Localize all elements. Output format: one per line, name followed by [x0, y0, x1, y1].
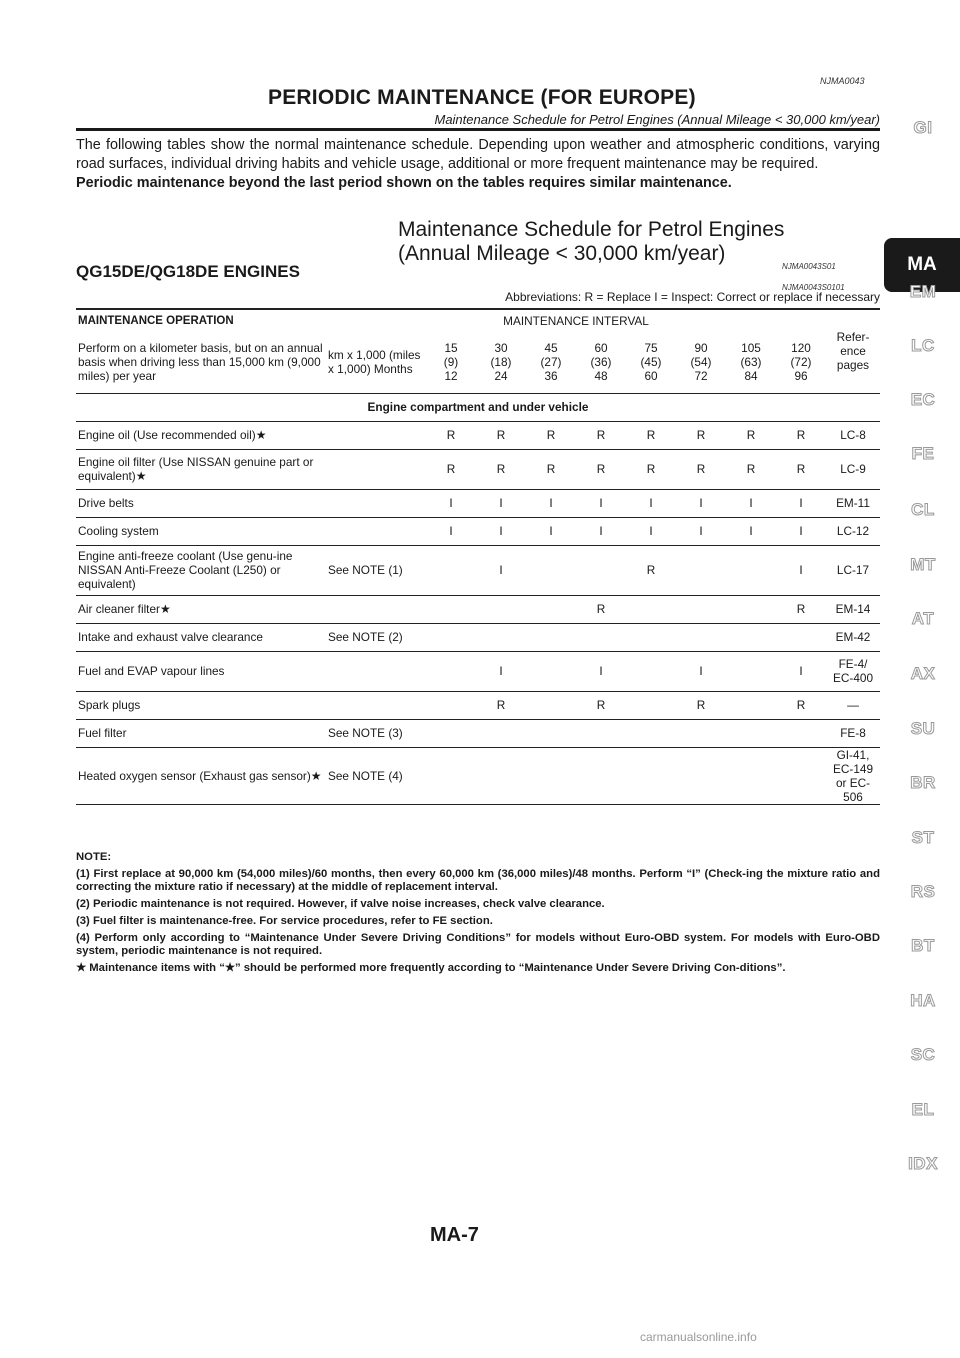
note-cell — [326, 449, 426, 489]
sidebar-item-ax[interactable]: AX — [910, 664, 936, 683]
interval-value-cell: R — [426, 449, 476, 489]
section-title-line1: Maintenance Schedule for Petrol Engines — [398, 218, 785, 241]
interval-value-cell: R — [676, 691, 726, 719]
sidebar-item-idx[interactable]: IDX — [908, 1154, 938, 1173]
reference-cell: LC-9 — [826, 449, 880, 489]
interval-value-cell: I — [676, 651, 726, 691]
interval-value-cell: I — [676, 489, 726, 517]
op-header: MAINTENANCE OPERATION — [76, 309, 326, 331]
interval-value-cell — [426, 545, 476, 595]
note-cell — [326, 651, 426, 691]
interval-value-cell — [576, 719, 626, 747]
interval-column-header — [426, 331, 476, 393]
interval-value-cell — [726, 545, 776, 595]
interval-value-cell — [426, 719, 476, 747]
table-row — [76, 651, 880, 691]
interval-value-cell: R — [676, 421, 726, 449]
interval-value-cell — [426, 651, 476, 691]
interval-value-cell: R — [776, 449, 826, 489]
interval-column-header — [676, 331, 726, 393]
note-cell — [326, 517, 426, 545]
interval-value-cell — [526, 691, 576, 719]
reference-cell: FE-4/ EC-400 — [826, 651, 880, 691]
interval-miles: (72) — [790, 354, 812, 369]
engine-section-id: NJMA0043S0101 — [782, 283, 845, 292]
interval-months: 84 — [744, 368, 758, 383]
interval-value-cell — [526, 747, 576, 804]
table-row — [76, 489, 880, 517]
intro-text — [76, 136, 880, 193]
interval-value-cell: R — [426, 421, 476, 449]
interval-months: 96 — [794, 368, 808, 383]
sidebar-item-br[interactable]: BR — [910, 773, 936, 792]
interval-value-cell: I — [626, 517, 676, 545]
interval-months: 12 — [444, 368, 458, 383]
interval-value-cell — [726, 691, 776, 719]
interval-column-header — [476, 331, 526, 393]
interval-value-cell: I — [626, 489, 676, 517]
interval-miles: (36) — [590, 354, 612, 369]
table-row — [76, 691, 880, 719]
interval-value-cell — [626, 719, 676, 747]
interval-months: 72 — [694, 368, 708, 383]
interval-value-cell: R — [726, 421, 776, 449]
interval-value-cell — [726, 747, 776, 804]
interval-value-cell: R — [626, 421, 676, 449]
interval-km: 120 — [791, 340, 811, 355]
sidebar-item-em[interactable]: EM — [909, 282, 937, 301]
note-cell: See NOTE (2) — [326, 623, 426, 651]
table-row — [76, 623, 880, 651]
interval-value-cell — [676, 595, 726, 623]
maintenance-table — [76, 308, 880, 805]
reference-cell: LC-17 — [826, 545, 880, 595]
sidebar-item-mt[interactable]: MT — [910, 555, 936, 574]
table-row — [76, 449, 880, 489]
interval-km: 30 — [494, 340, 508, 355]
reference-cell: EM-11 — [826, 489, 880, 517]
note-item: (4) Perform only according to “Maintenance Under Severe Driving Conditions” for models without Euro-OBD system. For models with Euro-OBD system, periodic maintenance is not required. — [76, 932, 880, 957]
sidebar-item-cl[interactable]: CL — [911, 500, 935, 519]
table-row — [76, 421, 880, 449]
group-label: Engine compartment and under vehicle — [76, 393, 880, 421]
sidebar-item-ha[interactable]: HA — [910, 991, 936, 1010]
sidebar-item-su[interactable]: SU — [910, 719, 936, 738]
interval-miles: (54) — [690, 354, 712, 369]
interval-value-cell: I — [476, 651, 526, 691]
interval-value-cell — [676, 623, 726, 651]
sidebar-item-sc[interactable]: SC — [910, 1045, 936, 1064]
sidebar-item-bt[interactable]: BT — [911, 936, 935, 955]
interval-value-cell: I — [526, 517, 576, 545]
reference-cell: GI-41, EC-149 or EC-506 — [826, 747, 880, 804]
interval-value-cell — [626, 595, 676, 623]
operation-cell: Heated oxygen sensor (Exhaust gas sensor)★ — [76, 747, 326, 804]
section-title-line2: (Annual Mileage < 30,000 km/year) — [398, 242, 726, 265]
interval-value-cell: I — [476, 517, 526, 545]
interval-value-cell: I — [526, 489, 576, 517]
interval-value-cell: I — [476, 489, 526, 517]
interval-months: 24 — [494, 368, 508, 383]
interval-column-header — [776, 331, 826, 393]
interval-km: 90 — [694, 340, 708, 355]
note-cell: See NOTE (3) — [326, 719, 426, 747]
interval-miles: (9) — [443, 354, 459, 369]
abbreviations-line: Abbreviations: R = Replace I = Inspect: Correct or replace if necessary — [505, 290, 880, 304]
page-subtitle: Maintenance Schedule for Petrol Engines (Annual Mileage < 30,000 km/year) — [434, 112, 880, 127]
table-row — [76, 545, 880, 595]
interval-km: 60 — [594, 340, 608, 355]
interval-value-cell: R — [676, 449, 726, 489]
note-cell: See NOTE (4) — [326, 747, 426, 804]
sidebar-item-at[interactable]: AT — [911, 609, 935, 628]
note-item: (1) First replace at 90,000 km (54,000 miles)/60 months, then every 60,000 km (36,000 miles)/48 months. Perform “I” (Check-ing the mixture ratio and correcting the mixture ratio if necessary) at the middle of replacement interval. — [76, 868, 880, 893]
interval-value-cell — [476, 595, 526, 623]
operation-cell: Cooling system — [76, 517, 326, 545]
sidebar-active-label: MA — [907, 254, 937, 275]
sidebar-item-lc[interactable]: LC — [911, 336, 935, 355]
notes-heading: NOTE: — [76, 851, 112, 863]
interval-miles: (27) — [540, 354, 562, 369]
interval-km: 45 — [544, 340, 558, 355]
reference-cell: EM-14 — [826, 595, 880, 623]
interval-value-cell — [776, 719, 826, 747]
interval-value-cell: R — [776, 421, 826, 449]
interval-value-cell — [476, 719, 526, 747]
interval-value-cell — [576, 623, 626, 651]
table-row — [76, 517, 880, 545]
interval-value-cell — [426, 595, 476, 623]
section-index-sidebar — [884, 0, 960, 1358]
interval-value-cell: I — [426, 517, 476, 545]
interval-months: 60 — [644, 368, 658, 383]
interval-value-cell — [726, 651, 776, 691]
interval-value-cell: I — [426, 489, 476, 517]
interval-value-cell: R — [626, 545, 676, 595]
title-rule — [76, 128, 880, 131]
document-id: NJMA0043 — [820, 76, 865, 86]
section-title — [398, 218, 784, 266]
interval-value-cell: I — [776, 545, 826, 595]
sidebar-item-fe[interactable]: FE — [911, 444, 935, 463]
interval-value-cell — [626, 691, 676, 719]
operation-cell: Engine oil filter (Use NISSAN genuine part or equivalent)★ — [76, 449, 326, 489]
operation-cell: Fuel filter — [76, 719, 326, 747]
interval-miles: (63) — [740, 354, 762, 369]
sidebar-item-gi[interactable]: GI — [913, 118, 933, 137]
intro-paragraph: The following tables show the normal maintenance schedule. Depending upon weather and atmospheric conditions, varying road surfaces, individual driving habits and vehicle usage, additional or more frequent maintenance may be required. — [76, 137, 880, 172]
watermark: carmanualsonline.info — [640, 1330, 757, 1344]
note-cell — [326, 595, 426, 623]
sidebar-item-rs[interactable]: RS — [910, 882, 936, 901]
interval-value-cell — [576, 747, 626, 804]
page-title: PERIODIC MAINTENANCE (FOR EUROPE) — [268, 86, 696, 109]
section-id: NJMA0043S01 — [782, 262, 836, 271]
interval-value-cell — [476, 747, 526, 804]
interval-value-cell: R — [576, 449, 626, 489]
interval-value-cell: I — [476, 545, 526, 595]
operation-cell: Fuel and EVAP vapour lines — [76, 651, 326, 691]
interval-value-cell — [726, 623, 776, 651]
interval-column-header — [626, 331, 676, 393]
interval-value-cell: R — [476, 449, 526, 489]
interval-value-cell: R — [476, 691, 526, 719]
ref-header: Refer-ence pages — [826, 309, 880, 393]
table-row — [76, 595, 880, 623]
page-number: MA-7 — [430, 1224, 479, 1246]
interval-miles: (18) — [490, 354, 512, 369]
interval-value-cell — [426, 747, 476, 804]
notes-block — [76, 851, 880, 979]
interval-miles: (45) — [640, 354, 662, 369]
interval-value-cell: R — [626, 449, 676, 489]
interval-value-cell: I — [576, 651, 626, 691]
note-item: (2) Periodic maintenance is not required. However, if valve noise increases, check valve clearance. — [76, 898, 605, 910]
interval-value-cell — [426, 623, 476, 651]
interval-value-cell — [676, 747, 726, 804]
interval-value-cell: I — [726, 517, 776, 545]
interval-column-header — [726, 331, 776, 393]
interval-value-cell: I — [676, 517, 726, 545]
interval-value-cell — [526, 719, 576, 747]
note-cell — [326, 421, 426, 449]
interval-months: 48 — [594, 368, 608, 383]
reference-cell: EM-42 — [826, 623, 880, 651]
interval-value-cell: I — [776, 517, 826, 545]
interval-value-cell — [726, 595, 776, 623]
operation-cell: Engine oil (Use recommended oil)★ — [76, 421, 326, 449]
operation-cell: Engine anti-freeze coolant (Use genu-ine NISSAN Anti-Freeze Coolant (L250) or equivalent) — [76, 545, 326, 595]
interval-value-cell: R — [476, 421, 526, 449]
note-cell: See NOTE (1) — [326, 545, 426, 595]
interval-value-cell: I — [576, 517, 626, 545]
sidebar-item-el[interactable]: EL — [911, 1100, 935, 1119]
operation-cell: Intake and exhaust valve clearance — [76, 623, 326, 651]
interval-value-cell: I — [776, 489, 826, 517]
interval-value-cell: I — [776, 651, 826, 691]
engine-title: QG15DE/QG18DE ENGINES — [76, 262, 300, 281]
op-description: Perform on a kilometer basis, but on an annual basis when driving less than 15,000 km (9,000 miles) per year — [76, 331, 326, 393]
interval-value-cell — [676, 545, 726, 595]
interval-value-cell — [576, 545, 626, 595]
table-row — [76, 747, 880, 804]
operation-cell: Spark plugs — [76, 691, 326, 719]
sidebar-item-ec[interactable]: EC — [910, 390, 936, 409]
interval-value-cell: R — [576, 595, 626, 623]
interval-km: 15 — [444, 340, 458, 355]
note-cell — [326, 691, 426, 719]
interval-value-cell — [626, 747, 676, 804]
operation-cell: Drive belts — [76, 489, 326, 517]
interval-value-cell: I — [576, 489, 626, 517]
interval-column-header — [526, 331, 576, 393]
interval-value-cell — [776, 747, 826, 804]
interval-value-cell — [776, 623, 826, 651]
reference-cell: LC-12 — [826, 517, 880, 545]
note-item: ★ Maintenance items with “★” should be performed more frequently according to “Maintenance Under Severe Driving Con-ditions”. — [76, 962, 786, 974]
interval-value-cell — [626, 623, 676, 651]
interval-value-cell: R — [576, 691, 626, 719]
interval-value-cell — [526, 651, 576, 691]
interval-value-cell — [526, 545, 576, 595]
interval-km: 105 — [741, 340, 761, 355]
interval-value-cell — [476, 623, 526, 651]
interval-header: MAINTENANCE INTERVAL — [326, 309, 826, 331]
note-item: (3) Fuel filter is maintenance-free. For service procedures, refer to FE section. — [76, 915, 493, 927]
interval-value-cell: R — [526, 449, 576, 489]
interval-months: 36 — [544, 368, 558, 383]
interval-value-cell — [676, 719, 726, 747]
interval-value-cell — [726, 719, 776, 747]
note-cell — [326, 489, 426, 517]
reference-cell: LC-8 — [826, 421, 880, 449]
reference-cell: — — [826, 691, 880, 719]
interval-value-cell — [526, 623, 576, 651]
interval-value-cell — [426, 691, 476, 719]
interval-value-cell — [626, 651, 676, 691]
interval-column-header — [576, 331, 626, 393]
operation-cell: Air cleaner filter★ — [76, 595, 326, 623]
interval-km: 75 — [644, 340, 658, 355]
interval-units: km x 1,000 (miles x 1,000) Months — [326, 331, 426, 393]
interval-value-cell: R — [776, 691, 826, 719]
interval-value-cell: R — [526, 421, 576, 449]
sidebar-item-st[interactable]: ST — [911, 828, 935, 847]
interval-value-cell — [526, 595, 576, 623]
interval-value-cell: R — [726, 449, 776, 489]
table-row — [76, 719, 880, 747]
interval-value-cell: I — [726, 489, 776, 517]
interval-value-cell: R — [576, 421, 626, 449]
intro-bold-line: Periodic maintenance beyond the last period shown on the tables requires similar maintenance. — [76, 175, 732, 191]
reference-cell: FE-8 — [826, 719, 880, 747]
interval-value-cell: R — [776, 595, 826, 623]
